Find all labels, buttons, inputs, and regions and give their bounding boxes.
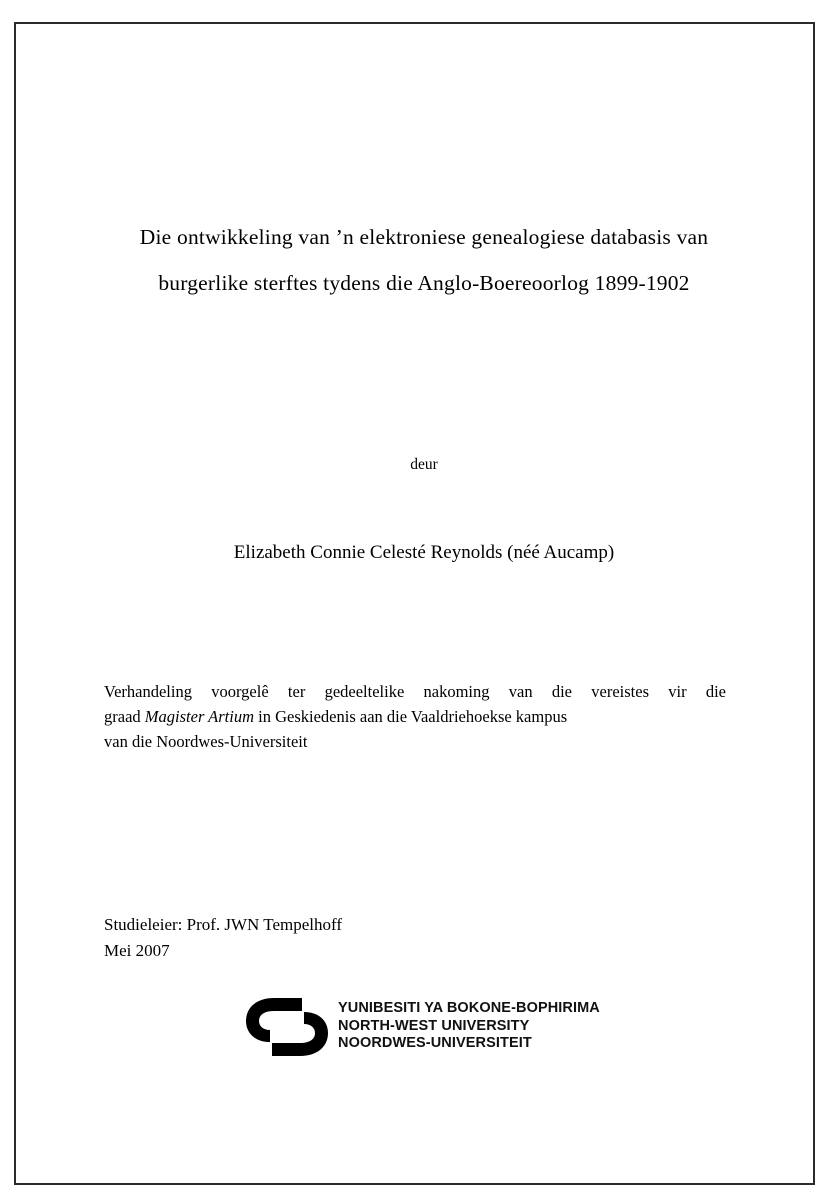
logo-line-3: NOORDWES-UNIVERSITEIT bbox=[338, 1035, 532, 1052]
university-logo bbox=[244, 989, 744, 1064]
statement-line-3: van die Noordwes-Universiteit bbox=[104, 732, 308, 751]
supervisor-block bbox=[104, 912, 724, 964]
supervisor-line: Studieleier: Prof. JWN Tempelhoff bbox=[104, 915, 343, 934]
logo-line-1: YUNIBESITI YA BOKONE-BOPHIRIMA bbox=[338, 1000, 600, 1017]
title-line-2: burgerlike sterftes tydens die Anglo-Boereoorlog 1899-1902 bbox=[158, 271, 690, 295]
logo-wordmark bbox=[338, 1000, 600, 1053]
statement-line-2 bbox=[104, 704, 726, 729]
nwu-logo-icon bbox=[244, 994, 330, 1060]
statement-line-2-post: in Geskiedenis aan die Vaaldriehoekse kampus bbox=[254, 707, 568, 726]
statement-line-2-pre: graad bbox=[104, 707, 145, 726]
degree-statement bbox=[104, 679, 726, 754]
title-line-1: Die ontwikkeling van ’n elektroniese genealogiese databasis van bbox=[139, 225, 709, 249]
page-sheet bbox=[16, 24, 813, 1183]
degree-name: Magister Artium bbox=[144, 707, 255, 726]
statement-line-1: Verhandeling voorgelê ter gedeeltelike nakoming van die vereistes vir die bbox=[104, 682, 726, 701]
logo-line-2: NORTH-WEST UNIVERSITY bbox=[338, 1017, 530, 1034]
date-line: Mei 2007 bbox=[104, 941, 170, 960]
page-title bbox=[104, 214, 744, 306]
by-word: deur bbox=[410, 456, 438, 473]
author-name: Elizabeth Connie Celesté Reynolds (néé Aucamp) bbox=[233, 542, 615, 563]
page-content bbox=[104, 24, 744, 1183]
